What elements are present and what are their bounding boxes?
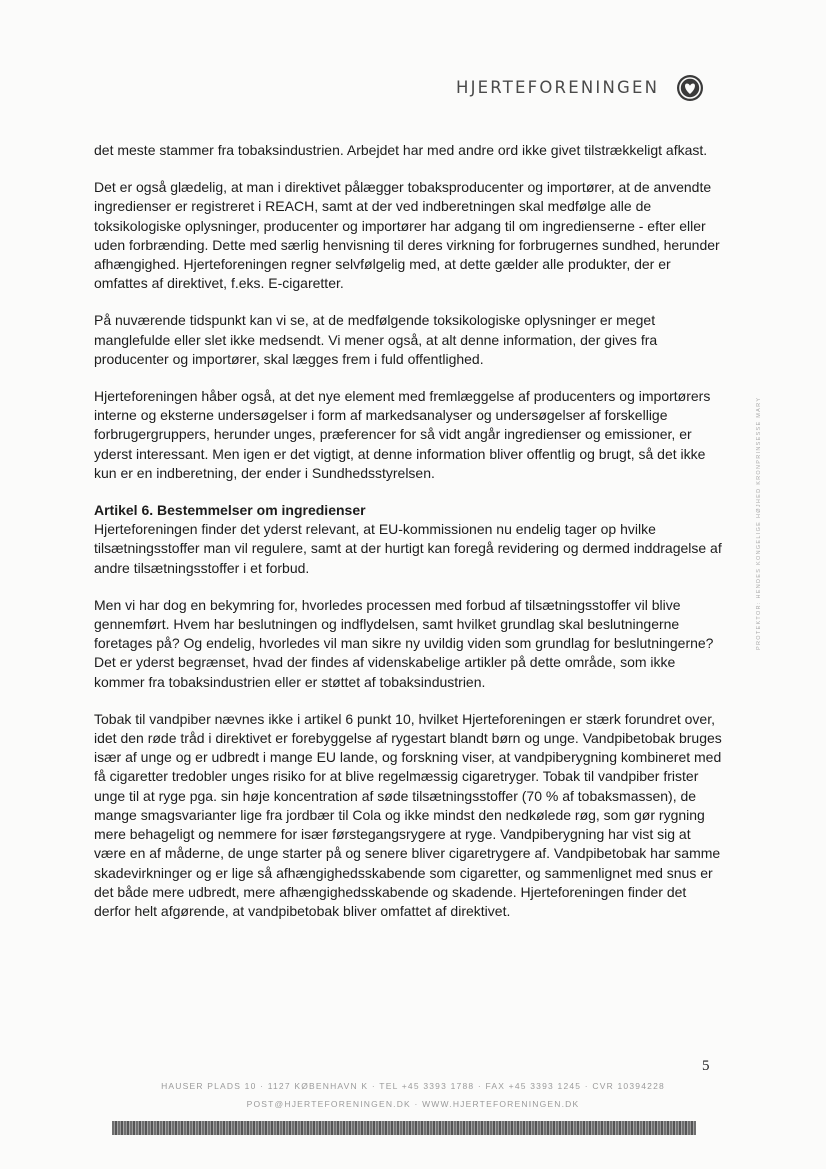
paragraph: det meste stammer fra tobaksindustrien. Arbejdet har med andre ord ikke givet tilstrækkeligt afkast. <box>94 142 708 158</box>
footer-contact: POST@HJERTEFORENINGEN.DK · WWW.HJERTEFORENINGEN.DK <box>246 1099 580 1109</box>
paragraph: På nuværende tidspunkt kan vi se, at de medfølgende toksikologiske oplysninger er meget manglefulde eller slet ikke medsendt. Vi mener også, at alt denne information, der gives fra producenter og importører, skal lægges frem i fuld offentlighed. <box>94 312 658 367</box>
letter-body <box>94 141 724 939</box>
side-protector-text: PROTEKTOR: HENDES KONGELIGE HØJHED KRONPRINSESSE MARY <box>756 396 762 650</box>
section-heading: Artikel 6. Bestemmelser om ingredienser <box>94 502 366 519</box>
paragraph: Tobak til vandpiber nævnes ikke i artikel 6 punkt 10, hvilket Hjerteforeningen er stærk forundret over, idet den røde tråd i direktivet er forebyggelse af rygestart blandt børn og unge. Vandpibetobak bruges især af unge og er udbredt i mange EU lande, og forskning viser, at vandpiberygning kombineret med få cigaretter tredobler unges risiko for at blive regelmæssig cigaretryger. Tobak til vandpiber frister unge til at ryge pga. sin høje koncentration af søde tilsætningsstoffer (70 % af tobaksmassen), de mange smagsvarianter lige fra jordbær til Cola og ikke mindst den nedkølede røg, som gør rygning mere behageligt og nemmere for især førstegangsrygere at ryge. Vandpiberygning har vist sig at være en af måderne, de unge starter på og senere bliver cigaretrygere af. Vandpibetobak har samme skadevirkninger og er lige så afhængighedsskabende som cigaretter, og sammenlignet med snus er det både mere udbredt, mere afhængighedsskabende og skadende. Hjerteforeningen finder det derfor helt afgørende, at vandpibetobak bliver omfattet af direktivet. <box>94 710 722 919</box>
page-number: 5 <box>702 1058 710 1074</box>
heart-logo-icon <box>676 74 704 102</box>
footer-address: HAUSER PLADS 10 · 1127 KØBENHAVN K · TEL +45 3393 1788 · FAX +45 3393 1245 · CVR 10394228 <box>161 1081 665 1091</box>
page-header <box>440 70 710 106</box>
scan-edge-strip <box>112 1121 696 1135</box>
paragraph: Hjerteforeningen håber også, at det nye element med fremlæggelse af producenters og importørers interne og eksterne undersøgelser i form af markedsanalyser og undersøgelser af forskellige forbrugergruppers, herunder unges, præferencer for så vidt angår ingredienser og emissioner, er yderst interessant. Men igen er det vigtigt, at denne information bliver offentlig og brugt, så det ikke kun er en indberetning, der ender i Sundhedsstyrelsen. <box>94 388 711 481</box>
paragraph: Men vi har dog en bekymring for, hvorledes processen med forbud af tilsætningsstoffer vil blive gennemført. Hvem har beslutningen og indflydelsen, samt hvilket grundlag skal beslutningerne foretages på? Og endelig, hvorledes vil man sikre ny uvildig viden som grundlag for beslutningerne? Det er yderst begrænset, hvad der findes af videnskabelige artikler på dette område, som ikke kommer fra tobaksindustrien eller er støttet af tobaksindustrien. <box>94 596 714 690</box>
paragraph: Det er også glædelig, at man i direktivet pålægger tobaksproducenter og importører, at de anvendte ingredienser er registreret i REACH, samt at der ved indberetningen skal medfølge alle de toksikologiske oplysninger, producenter og importører har adgang til om ingredienserne - efter eller uden forbrænding. Dette med særlig henvisning til deres virkning for forbrugernes sundhed, herunder afhængighed. Hjerteforeningen regner selvfølgelig med, at dette gælder alle produkter, der er omfattes af direktivet, f.eks. E-cigaretter. <box>94 179 720 292</box>
brand-name: HJERTEFORENINGEN <box>456 78 660 97</box>
section-intro: Hjerteforeningen finder det yderst relevant, at EU-kommissionen nu endelig tager op hvilke tilsætningsstoffer man vil regulere, samt at der hurtigt kan foregå revidering og dermed inddragelse af andre tilsætningsstoffer i et forbud. <box>94 521 722 576</box>
